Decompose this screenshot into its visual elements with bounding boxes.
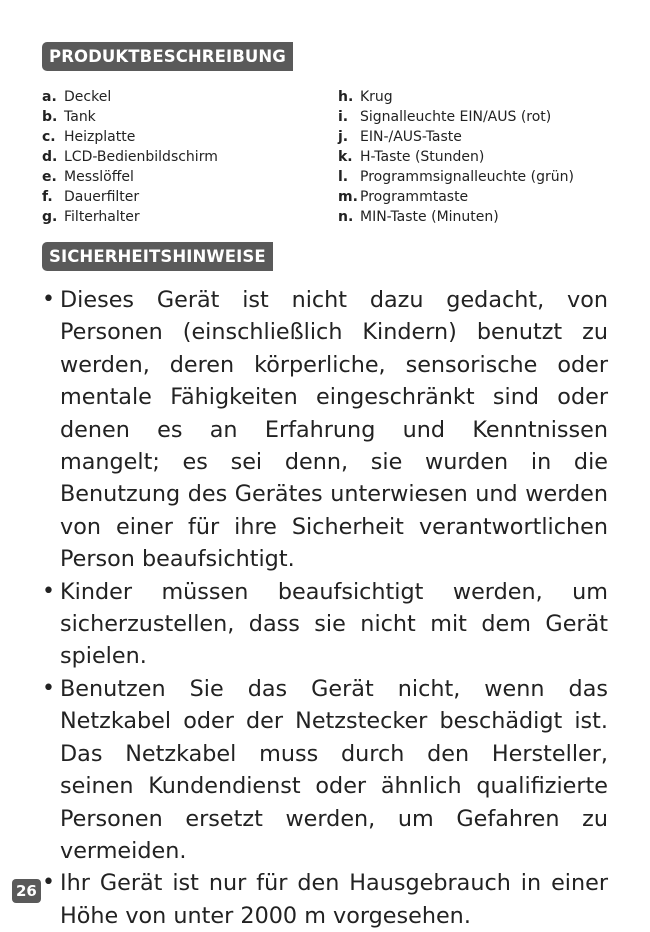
part-key: h.: [338, 89, 354, 105]
part-key: k.: [338, 149, 353, 165]
parts-list-right: [338, 87, 574, 227]
parts-list-item: [42, 147, 218, 167]
part-key: j.: [338, 129, 349, 145]
safety-instructions-heading: SICHERHEITSHINWEISE: [42, 242, 273, 271]
parts-list-item: [338, 87, 574, 107]
part-key: m.: [338, 189, 358, 205]
part-key: g.: [42, 209, 58, 225]
parts-list-item: [338, 187, 574, 207]
part-key: e.: [42, 169, 57, 185]
part-label: Heizplatte: [64, 129, 136, 145]
safety-item: [42, 673, 608, 867]
parts-list-item: [42, 167, 218, 187]
safety-instructions-list: [42, 284, 608, 932]
parts-list-item: [338, 147, 574, 167]
parts-list-item: [338, 167, 574, 187]
product-description-heading: PRODUKTBESCHREIBUNG: [42, 42, 293, 71]
part-key: c.: [42, 129, 56, 145]
bullet-icon: •: [42, 870, 55, 896]
safety-item-text: Ihr Gerät ist nur für den Hausgebrauch in einer Höhe von unter 2000 m vorgesehen.: [60, 870, 608, 929]
part-label: Krug: [360, 89, 393, 105]
safety-item-text: Benutzen Sie das Gerät nicht, wenn das Netzkabel oder der Netzstecker beschädigt ist. Das Netzkabel muss durch den Hersteller, seinen Kundendienst oder ähnlich qualifizierte Personen ersetzt werden, um Gefahren zu vermeiden.: [60, 675, 608, 864]
part-label: Tank: [64, 109, 96, 125]
part-key: f.: [42, 189, 53, 205]
page-number: 26: [12, 879, 41, 903]
parts-list-left: [42, 87, 218, 227]
part-key: i.: [338, 109, 349, 125]
safety-item-text: Dieses Gerät ist nicht dazu gedacht, von Personen (einschließlich Kindern) benutzt zu werden, deren körperliche, sensorische oder mentale Fähigkeiten eingeschränkt sind oder denen es an Erfahrung und Kenntnissen mangelt; es sei denn, sie wurden in die Benutzung des Gerätes unterwiesen und werden von einer für ihre Sicherheit verantwortlichen Person beaufsichtigt.: [60, 287, 608, 573]
part-key: l.: [338, 169, 349, 185]
safety-item: [42, 867, 608, 932]
parts-list-item: [42, 107, 218, 127]
part-label: Filterhalter: [64, 209, 140, 225]
part-label: Programmtaste: [360, 189, 469, 205]
part-key: b.: [42, 109, 58, 125]
parts-list-item: [42, 207, 218, 227]
parts-list-item: [338, 207, 574, 227]
parts-list-item: [42, 127, 218, 147]
safety-item: [42, 576, 608, 673]
part-label: Deckel: [64, 89, 112, 105]
bullet-icon: •: [42, 287, 55, 312]
bullet-icon: •: [42, 578, 55, 604]
part-key: d.: [42, 149, 58, 165]
parts-list-item: [42, 87, 218, 107]
safety-item: [42, 284, 608, 576]
part-key: a.: [42, 89, 57, 105]
part-label: H-Taste (Stunden): [360, 149, 485, 165]
part-label: Messlöffel: [64, 169, 134, 185]
part-label: EIN-/AUS-Taste: [360, 129, 462, 145]
part-key: n.: [338, 209, 354, 225]
part-label: Dauerfilter: [64, 189, 140, 205]
part-label: Signalleuchte EIN/AUS (rot): [360, 109, 552, 125]
parts-list-item: [338, 127, 574, 147]
part-label: LCD-Bedienbildschirm: [64, 149, 218, 165]
parts-list-item: [338, 107, 574, 127]
safety-item-text: Kinder müssen beaufsichtigt werden, um sicherzustellen, dass sie nicht mit dem Gerät spielen.: [60, 578, 608, 670]
bullet-icon: •: [42, 675, 55, 701]
part-label: MIN-Taste (Minuten): [360, 209, 499, 225]
parts-list-item: [42, 187, 218, 207]
part-label: Programmsignalleuchte (grün): [360, 169, 574, 185]
